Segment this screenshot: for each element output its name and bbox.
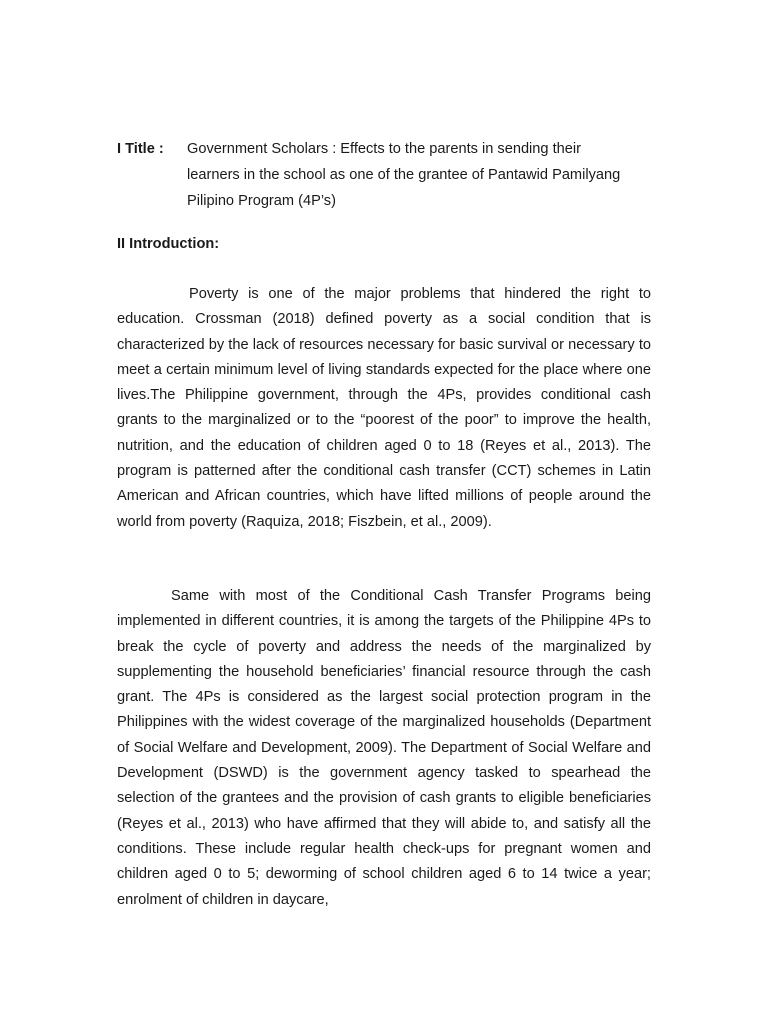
title-label: I Title :	[117, 141, 164, 157]
title-line-1	[117, 136, 657, 162]
paragraph-2: Same with most of the Conditional Cash Transfer Programs being implemented in different countries, it is among the targets of the Philippine 4Ps to break the cycle of poverty and address the needs of the marginalized by supplementing the household beneficiaries’ financial resource through the cash grant. The 4Ps is considered as the largest social protection program in the Philippines with the widest coverage of the marginalized households (Department of Social Welfare and Development, 2009). The Department of Social Welfare and Development (DSWD) is the government agency tasked to spearhead the selection of the grantees and the provision of cash grants to eligible beneficiaries (Reyes et al., 2013) who have affirmed that they will abide to, and satisfy all the conditions. These include regular health check-ups for pregnant women and children aged 0 to 5; deworming of school children aged 6 to 14 twice a year; enrolment of children in daycare,	[117, 588, 651, 908]
title-text-2: learners in the school as one of the grantee of Pantawid Pamilyang	[187, 167, 621, 183]
title-block	[117, 136, 657, 214]
title-text-1: Government Scholars : Effects to the parents in sending their	[187, 141, 581, 157]
title-text-3: Pilipino Program (4P’s)	[187, 193, 336, 209]
section-heading-introduction: II Introduction:	[117, 236, 220, 252]
paragraph-1: Poverty is one of the major problems that hindered the right to education. Crossman (2018) defined poverty as a social condition that is characterized by the lack of resources necessary for basic survival or necessary to meet a certain minimum level of living standards expected for the place where one lives.The Philippine government, through the 4Ps, provides conditional cash grants to the marginalized or to the “poorest of the poor” to improve the health, nutrition, and the education of children aged 0 to 18 (Reyes et al., 2013). The program is patterned after the conditional cash transfer (CCT) schemes in Latin American and African countries, which have lifted millions of people around the world from poverty (Raquiza, 2018; Fiszbein, et al., 2009).	[117, 286, 651, 530]
